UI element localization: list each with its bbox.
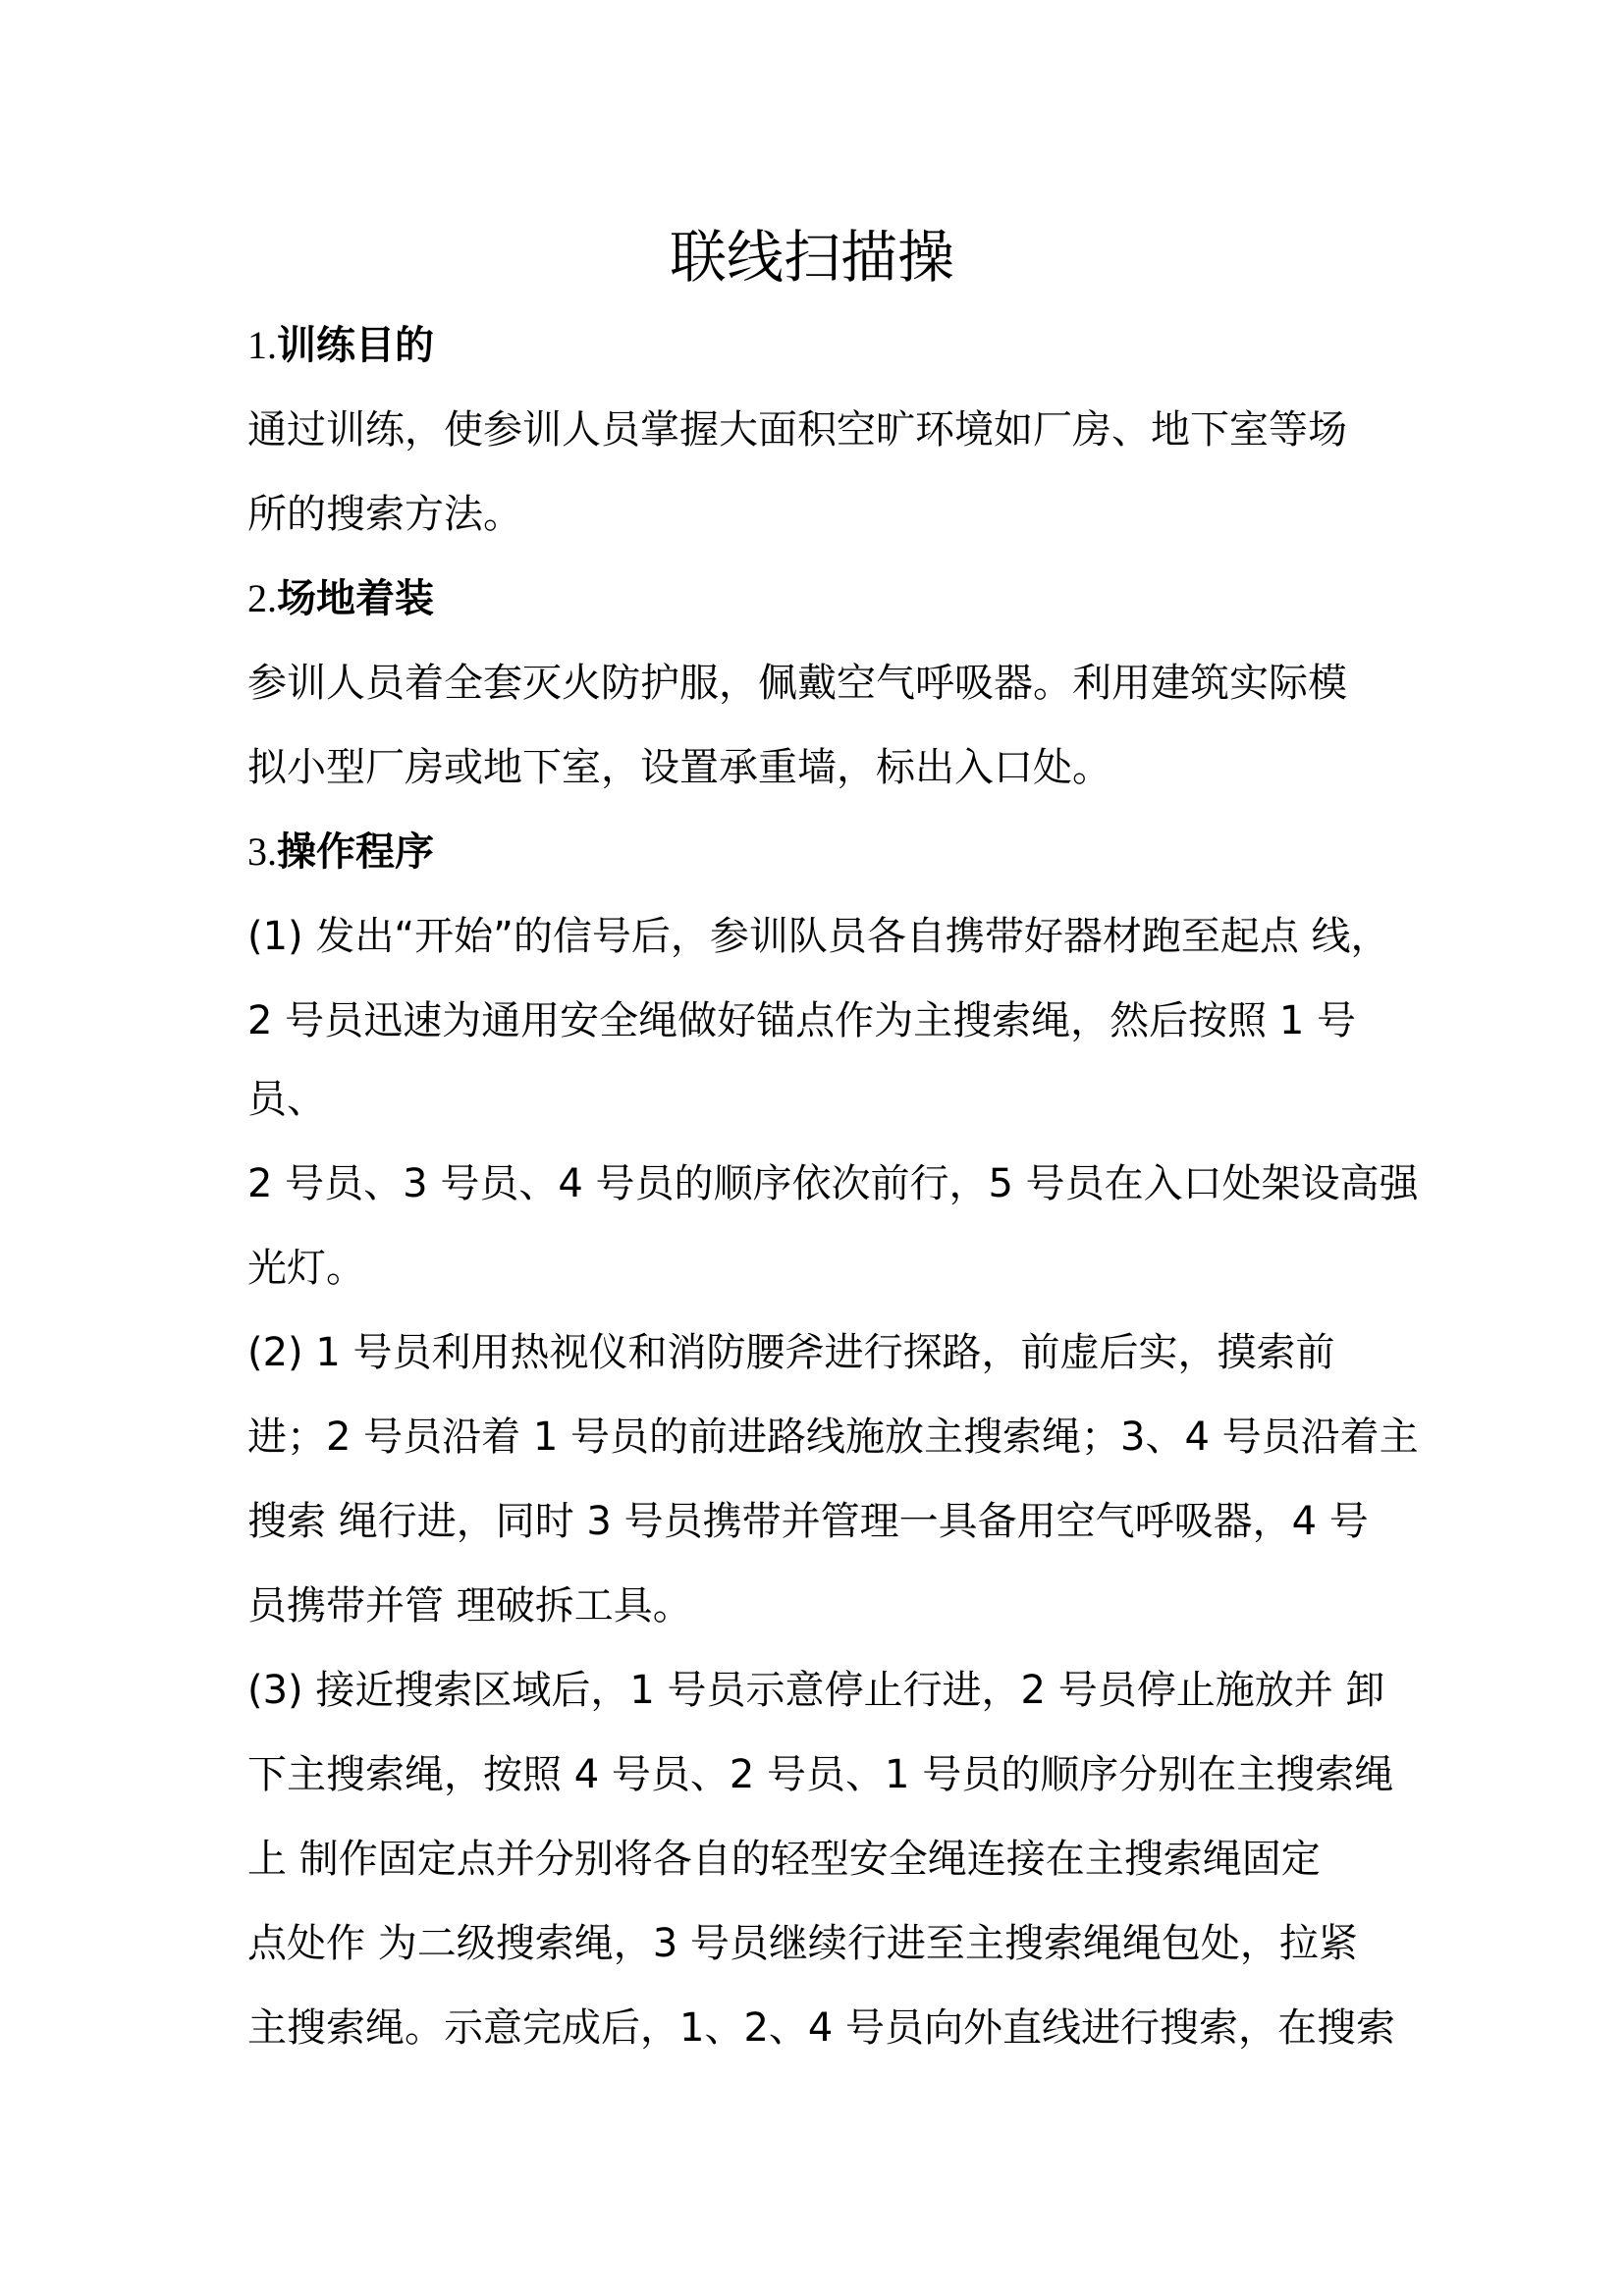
section-number: 3.	[247, 829, 277, 874]
paragraph-line: 参训人员着全套灭火防护服，佩戴空气呼吸器。利用建筑实际模	[247, 661, 1347, 706]
paragraph-line: 2 号员迅速为通用安全绳做好锚点作为主搜索绳，然后按照 1 号	[247, 998, 1357, 1043]
document-title: 联线扫描操	[669, 224, 954, 291]
paragraph-line: (2) 1 号员利用热视仪和消防腰斧进行探路，前虚后实，摸索前	[247, 1330, 1335, 1375]
paragraph-line: (3) 接近搜索区域后，1 号员示意停止行进，2 号员停止施放并 卸	[247, 1668, 1385, 1713]
paragraph-line: 主搜索绳。示意完成后，1、2、4 号员向外直线进行搜索，在搜索	[247, 2005, 1396, 2051]
paragraph-line: (1) 发出“开始”的信号后，参训队员各自携带好器材跑至起点 线，	[247, 914, 1390, 959]
paragraph-line: 光灯。	[247, 1246, 365, 1291]
section-heading-3	[247, 823, 434, 881]
paragraph-line: 进；2 号员沿着 1 号员的前进路线施放主搜索绳；3、4 号员沿着主	[247, 1415, 1419, 1460]
section-heading-1	[247, 316, 434, 375]
section-number: 2.	[247, 576, 277, 620]
paragraph-line: 下主搜索绳，按照 4 号员、2 号员、1 号员的顺序分别在主搜索绳	[247, 1752, 1394, 1797]
paragraph-line: 上 制作固定点并分别将各自的轻型安全绳连接在主搜索绳固定	[247, 1837, 1321, 1882]
section-heading-2	[247, 569, 434, 628]
paragraph-line: 通过训练，使参训人员掌握大面积空旷环境如厂房、地下室等场	[247, 407, 1347, 453]
paragraph-line: 点处作 为二级搜索绳，3 号员继续行进至主搜索绳绳包处，拉紧	[247, 1921, 1358, 1966]
paragraph-line: 2 号员、3 号员、4 号员的顺序依次前行，5 号员在入口处架设高强	[247, 1161, 1419, 1206]
paragraph-line: 员、	[247, 1077, 326, 1122]
paragraph-line: 搜索 绳行进，同时 3 号员携带并管理一具备用空气呼吸器，4 号	[247, 1499, 1369, 1544]
paragraph-line: 所的搜索方法。	[247, 492, 522, 537]
section-heading-label: 场地着装	[277, 576, 434, 621]
paragraph-line: 员携带并管 理破拆工具。	[247, 1583, 692, 1629]
section-number: 1.	[247, 323, 277, 367]
section-heading-label: 训练目的	[277, 323, 434, 368]
paragraph-line: 拟小型厂房或地下室，设置承重墙，标出入口处。	[247, 745, 1111, 790]
section-heading-label: 操作程序	[277, 829, 434, 875]
